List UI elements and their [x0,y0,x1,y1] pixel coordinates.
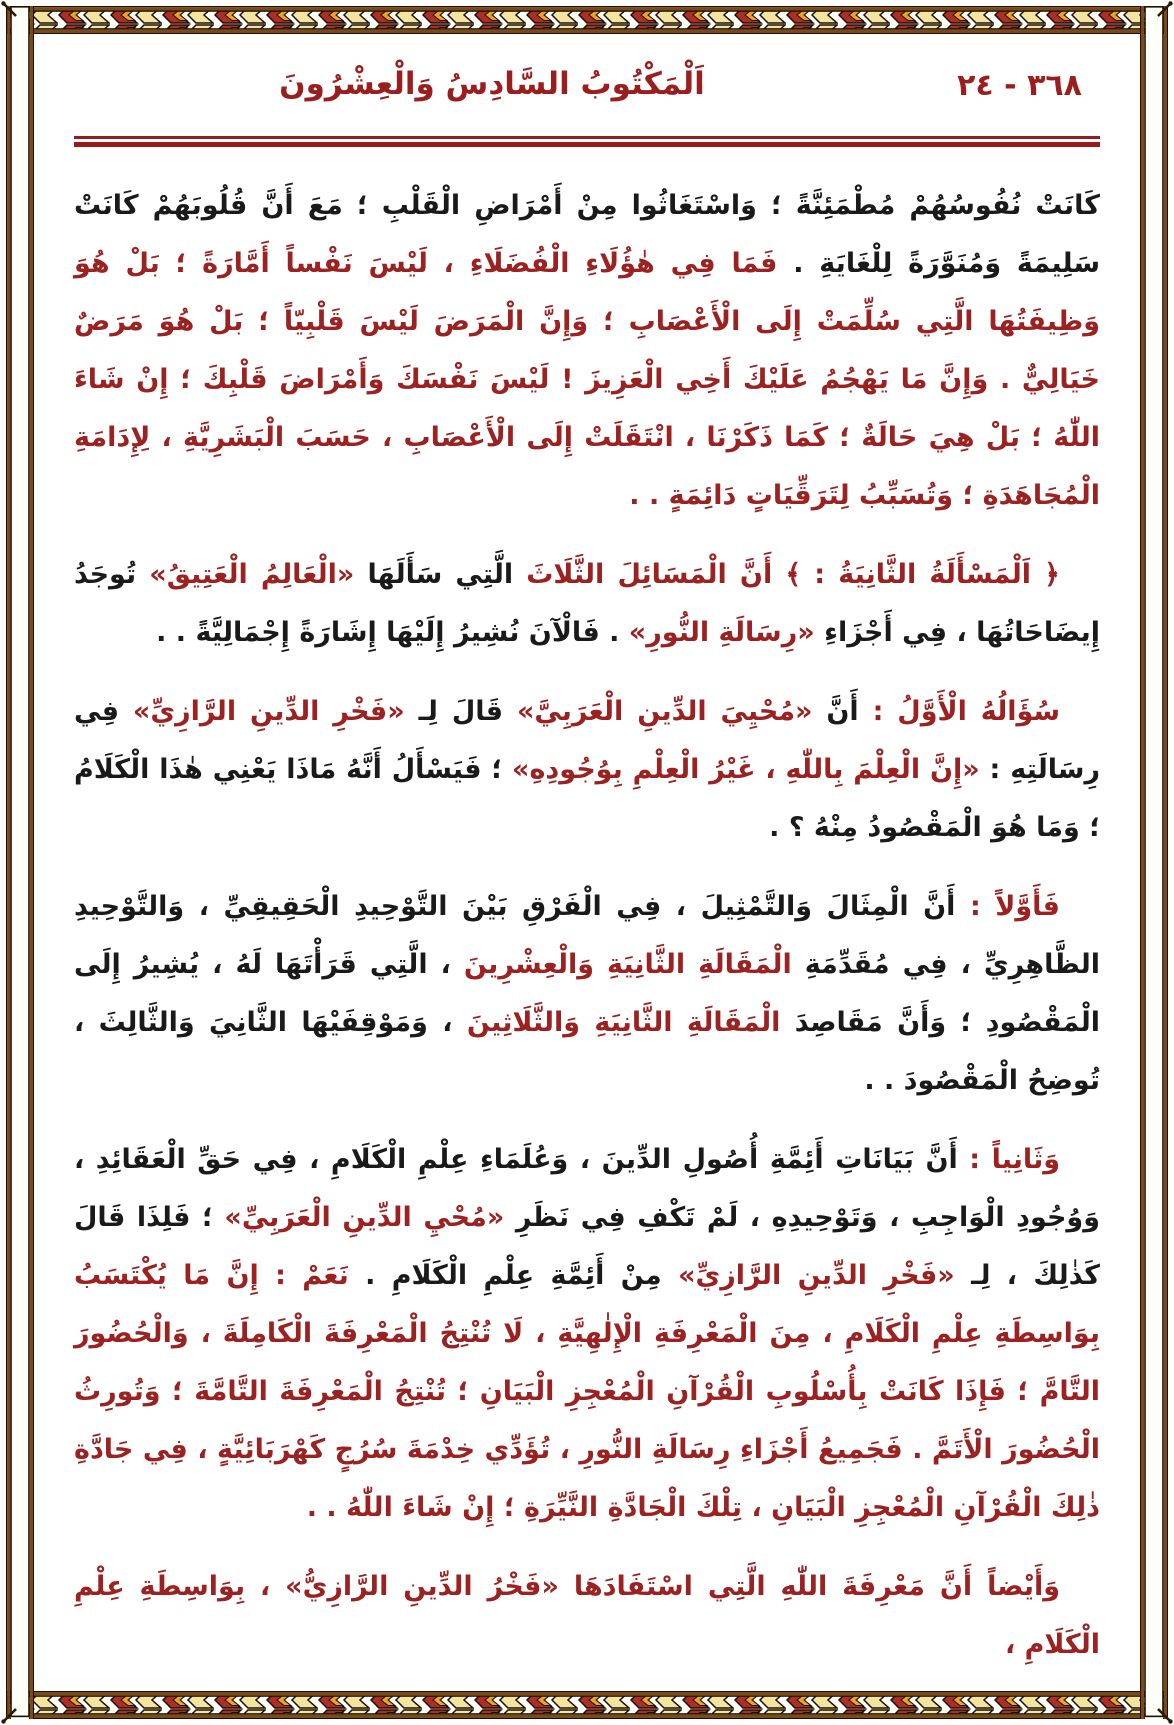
text-segment-black: . فَالْآنَ نُشِيرُ إِلَيْهَا إِشَارَةً إِجْمَالِيَّةً . . [156,617,620,648]
text-segment-black: تُوجَدُ إِيضَاحَاتُهَا ، فِي أَجْزَاءِ [74,559,1100,648]
border-top [6,6,1168,34]
corner-pin-bottom-left [0,1703,22,1725]
paragraph [74,683,1100,857]
corner-pin-bottom-right [1152,1703,1174,1725]
text-segment-black: أَنَّ [812,696,859,727]
text-segment-black: مِنْ أَئِمَّةِ عِلْمِ الْكَلَامِ . [348,1260,662,1291]
page-title: اَلْمَكْتُوبُ السَّادِسُ وَالْعِشْرُونَ [279,66,705,102]
body-text [74,177,1100,1674]
text-segment-red: الْمَقَالَةِ الثَّانِيَةِ وَالْعِشْرِينَ [450,949,792,980]
paragraph [74,1131,1100,1537]
page-header [74,66,1100,122]
text-segment-red: فَأَوَّلاً : [955,891,1060,922]
header-divider [74,136,1100,147]
page-number: ٣٦٨ - ٢٤ [957,68,1082,103]
corner-pin-top-left [0,0,22,22]
text-segment-red: نَعَمْ : إِنَّ مَا يُكْتَسَبُ بِوَاسِطَةِ عِلْمِ الْكَلَامِ ، مِنَ الْمَعْرِفَةِ الْإِلٰهِيَّةِ ، لَا تُنْتِجُ الْمَعْرِفَةَ الْكَامِلَةَ ، وَالْحُضُورَ التَّامَّ ؛ فَإِذَا كَانَتْ بِأُسْلُوبِ الْقُرْآنِ الْمُعْجِزِ الْبَيَانِ ؛ تُنْتِجُ الْمَعْرِفَةَ التَّامَّةَ ؛ وَتُورِثُ الْحُضُورَ الْأَتَمَّ . فَجَمِيعُ أَجْزَاءِ رِسَالَةِ النُّورِ ، تُؤَدِّي خِدْمَةَ سُرُجٍ كَهْرَبَائِيَّةٍ ، فِي جَادَّةِ ذٰلِكَ الْقُرْآنِ الْمُعْجِزِ الْبَيَانِ ، تِلْكَ الْجَادَّةِ النَّيِّرَةِ ؛ إِنْ شَاءَ اللّٰهُ . . [74,1260,1100,1523]
border-bottom [6,1691,1168,1719]
text-segment-black: قَالَ لِـ [404,696,504,727]
text-segment-red: «مُحْيِيَ الدِّينِ الْعَرَبِيَّ» [503,696,813,727]
border-left [6,6,34,1719]
text-segment-black: فِي رِسَالَتِهِ : [74,696,1100,785]
text-segment-red: «الْعَالِمُ الْعَتِيقُ» [136,559,355,590]
corner-pin-top-right [1152,0,1174,22]
text-segment-red: «رِسَالَةِ النُّورِ» [619,617,815,648]
paragraph [74,878,1100,1110]
text-segment-red: «مُحْيِ الدِّينِ الْعَرَبِيِّ» [212,1202,505,1233]
text-segment-black: ، وَمَوْقِفَيْهَا الثَّانِيَ وَالثَّالِثَ ، تُوضِحُ الْمَقْصُودَ . . [74,1007,1100,1096]
text-segment-red: وَأَيْضاً أَنَّ مَعْرِفَةَ اللّٰهِ الَّتِي اسْتَفَادَهَا «فَخْرُ الدِّينِ الرَّازِيُّ» ، بِوَاسِطَةِ عِلْمِ الْكَلَامِ ، [74,1571,1100,1660]
paragraph [74,1558,1100,1674]
text-segment-black: الَّتِي سَأَلَهَا [354,559,514,590]
text-segment-black: ؛ فَلِذَا قَالَ كَذٰلِكَ ، لِـ [74,1202,1100,1291]
text-segment-red: وَثَانِياً : [957,1144,1060,1175]
text-segment-black: ؛ فَيَسْأَلُ أَنَّهُ مَاذَا يَعْنِي هٰذَا الْكَلَامُ ؛ وَمَا هُوَ الْمَقْصُودُ مِنْهُ ؟ . [74,754,1100,843]
text-segment-red: ﴿ اَلْمَسْأَلَةُ الثَّانِيَةُ : ﴾ أَنَّ الْمَسَائِلَ الثَّلَاثَ [513,559,1060,590]
text-segment-red: «فَخْرِ الدِّينِ الرَّازِيِّ» [119,696,405,727]
text-segment-red: «فَخْرِ الدِّينِ الرَّازِيِّ» [661,1260,955,1291]
divider-thick-line [74,142,1100,147]
text-segment-black: ، الَّتِي قَرَأْتَهَا لَهُ ، يُشِيرُ إِلَى الْمَقْصُودِ ؛ وَأَنَّ مَقَاصِدَ [74,949,1100,1038]
paragraph [74,177,1100,525]
page-content [40,40,1134,1685]
text-segment-red: فَمَا فِي هٰؤُلَاءِ الْفُضَلَاءِ ، لَيْسَ نَفْساً أَمَّارَةً ؛ بَلْ هُوَ وَظِيفَتُهَا الَّتِي سُلِّمَتْ إِلَى الْأَعْصَابِ ؛ وَإِنَّ الْمَرَضَ لَيْسَ قَلْبِيّاً ؛ بَلْ هُوَ مَرَضٌ خَيَالِيٌّ . وَإِنَّ مَا يَهْجُمُ عَلَيْكَ أَخِي الْعَزِيزَ ! لَيْسَ نَفْسَكَ وَأَمْرَاضَ قَلْبِكَ ؛ إِنْ شَاءَ اللّٰهُ ؛ بَلْ هِيَ حَالَةٌ ؛ كَمَا ذَكَرْنَا ، انْتَقَلَتْ إِلَى الْأَعْصَابِ ، حَسَبَ الْبَشَرِيَّةِ ، لِإِدَامَةِ الْمُجَاهَدَةِ ؛ وَتُسَبِّبُ لِتَرَقِّيَاتٍ دَائِمَةٍ . . [74,248,1100,511]
text-segment-red: سُؤَالُهُ الْأَوَّلُ : [858,696,1060,727]
paragraph [74,546,1100,662]
text-segment-black: كَانَتْ نُفُوسُهُمْ مُطْمَئِنَّةً ؛ وَاسْتَغَاثُوا مِنْ أَمْرَاضِ الْقَلْبِ ؛ مَعَ أَنَّ قُلُوبَهُمْ كَانَتْ سَلِيمَةً وَمُنَوَّرَةً لِلْغَايَةِ . [74,190,1100,279]
text-segment-red: «إِنَّ الْعِلْمَ بِاللّٰهِ ، غَيْرُ الْعِلْمِ بِوُجُودِهِ» [502,754,980,785]
text-segment-red: الْمَقَالَةِ الثَّانِيَةِ وَالثَّلَاثِينَ [452,1007,781,1038]
text-segment-black: أَنَّ بَيَانَاتِ أَئِمَّةِ أُصُولِ الدِّينَ ، وَعُلَمَاءِ عِلْمِ الْكَلَامِ ، فِي حَقِّ الْعَقَائِدِ ، وَوُجُودِ الْوَاجِبِ ، وَتَوْحِيدِهِ ، لَمْ تَكْفِ فِي نَظَرِ [74,1144,1100,1233]
border-right [1140,6,1168,1719]
text-segment-black: أَنَّ الْمِثَالَ وَالتَّمْثِيلَ ، فِي الْفَرْقِ بَيْنَ التَّوْحِيدِ الْحَقِيقِيِّ ، وَالتَّوْحِيدِ الظَّاهِرِيِّ ، فِي مُقَدِّمَةِ [74,891,1100,980]
